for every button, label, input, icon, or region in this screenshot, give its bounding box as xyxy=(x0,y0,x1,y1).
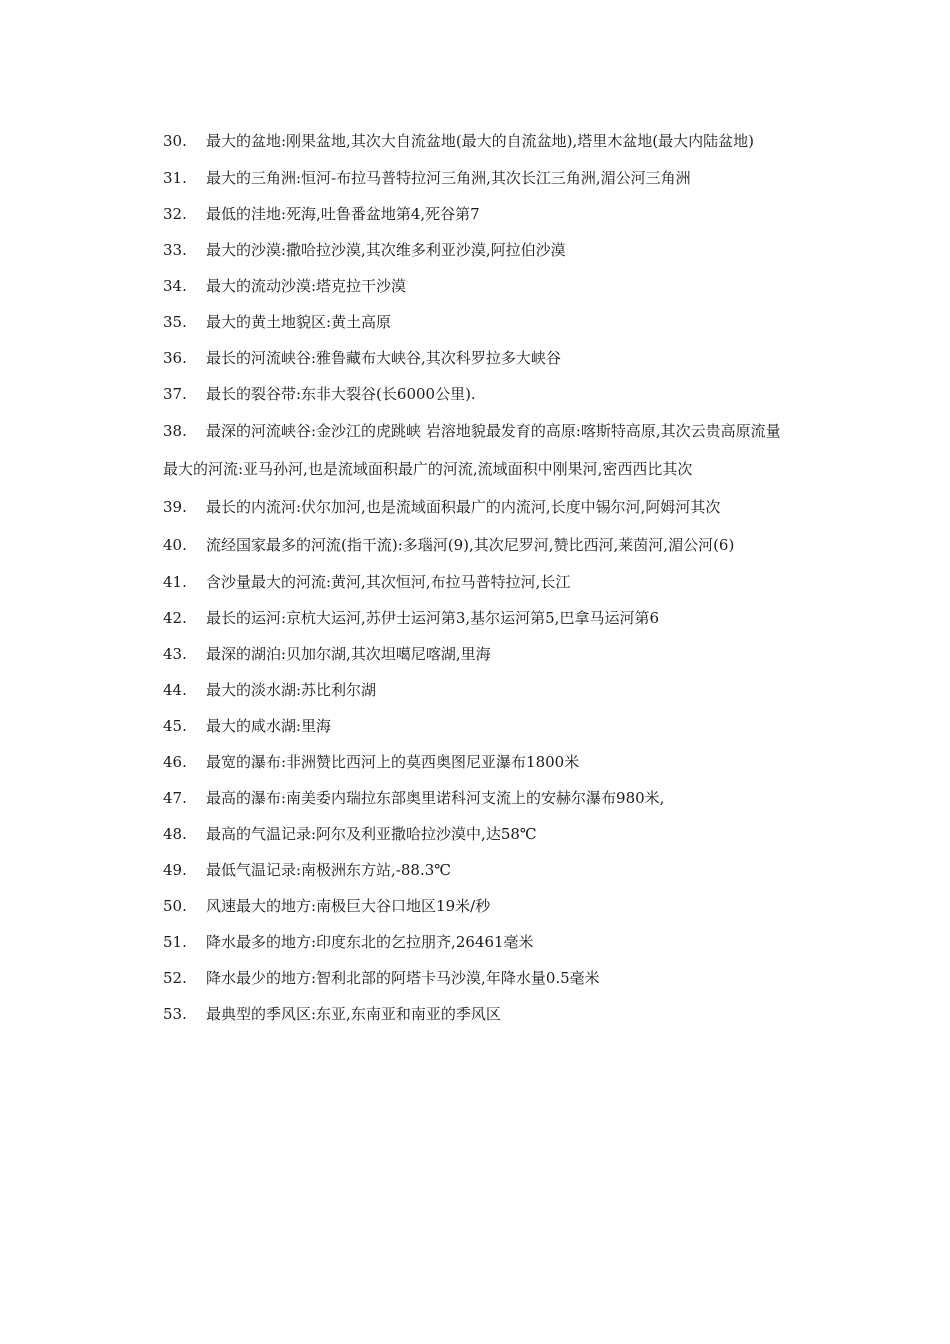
item-number: 36. xyxy=(163,349,187,367)
list-item xyxy=(163,412,793,488)
item-text: 最长的运河:京杭大运河,苏伊士运河第3,基尔运河第5,巴拿马运河第6 xyxy=(206,609,659,627)
list-item xyxy=(163,304,793,340)
list-item xyxy=(163,816,793,852)
list-item xyxy=(163,340,793,376)
list-item xyxy=(163,564,793,600)
item-number: 34. xyxy=(163,277,187,295)
item-number: 38. xyxy=(163,422,187,440)
item-text: 最深的河流峡谷:金沙江的虎跳峡 岩溶地貌最发育的高原:喀斯特高原,其次云贵高原流量最大的河流:亚马孙河,也是流域面积最广的河流,流域面积中刚果河,密西西比其次 xyxy=(163,422,781,478)
list-item xyxy=(163,636,793,672)
list-body xyxy=(163,122,793,1032)
item-number: 52. xyxy=(163,969,187,987)
item-number: 53. xyxy=(163,1005,187,1023)
list-item xyxy=(163,268,793,304)
list-item xyxy=(163,888,793,924)
list-item xyxy=(163,672,793,708)
item-text: 最大的流动沙漠:塔克拉干沙漠 xyxy=(206,277,407,295)
item-text: 最高的气温记录:阿尔及利亚撒哈拉沙漠中,达58℃ xyxy=(206,825,537,843)
list-item xyxy=(163,780,793,816)
item-text: 流经国家最多的河流(指干流):多瑙河(9),其次尼罗河,赞比西河,莱茵河,湄公河(6) xyxy=(206,536,735,554)
item-text: 最大的黄土地貌区:黄土高原 xyxy=(206,313,392,331)
list-item xyxy=(163,160,793,196)
item-number: 47. xyxy=(163,789,187,807)
item-number: 43. xyxy=(163,645,187,663)
item-text: 含沙量最大的河流:黄河,其次恒河,布拉马普特拉河,长江 xyxy=(206,573,571,591)
item-text: 最典型的季风区:东亚,东南亚和南亚的季风区 xyxy=(206,1005,501,1023)
item-text: 降水最多的地方:印度东北的乞拉朋齐,26461毫米 xyxy=(206,933,534,951)
item-text: 最高的瀑布:南美委内瑞拉东部奥里诺科河支流上的安赫尔瀑布980米, xyxy=(206,789,665,807)
item-number: 48. xyxy=(163,825,187,843)
item-number: 45. xyxy=(163,717,187,735)
item-number: 50. xyxy=(163,897,187,915)
list-item xyxy=(163,960,793,996)
item-number: 44. xyxy=(163,681,187,699)
item-number: 40. xyxy=(163,536,187,554)
item-text: 最长的内流河:伏尔加河,也是流域面积最广的内流河,长度中锡尔河,阿姆河其次 xyxy=(206,498,721,516)
list-item xyxy=(163,996,793,1032)
item-text: 最低的洼地:死海,吐鲁番盆地第4,死谷第7 xyxy=(206,205,480,223)
item-number: 51. xyxy=(163,933,187,951)
list-item xyxy=(163,122,793,160)
item-text: 最大的淡水湖:苏比利尔湖 xyxy=(206,681,377,699)
list-item xyxy=(163,600,793,636)
item-number: 35. xyxy=(163,313,187,331)
item-number: 49. xyxy=(163,861,187,879)
item-number: 39. xyxy=(163,498,187,516)
item-text: 最大的咸水湖:里海 xyxy=(206,717,332,735)
item-number: 42. xyxy=(163,609,187,627)
item-text: 最大的沙漠:撒哈拉沙漠,其次维多利亚沙漠,阿拉伯沙漠 xyxy=(206,241,566,259)
item-text: 最宽的瀑布:非洲赞比西河上的莫西奥图尼亚瀑布1800米 xyxy=(206,753,580,771)
item-text: 风速最大的地方:南极巨大谷口地区19米/秒 xyxy=(206,897,491,915)
item-number: 37. xyxy=(163,385,187,403)
item-text: 最大的三角洲:恒河-布拉马普特拉河三角洲,其次长江三角洲,湄公河三角洲 xyxy=(206,169,691,187)
list-item xyxy=(163,376,793,412)
item-text: 最深的湖泊:贝加尔湖,其次坦噶尼喀湖,里海 xyxy=(206,645,491,663)
list-item xyxy=(163,232,793,268)
item-text: 降水最少的地方:智利北部的阿塔卡马沙漠,年降水量0.5毫米 xyxy=(206,969,600,987)
item-number: 32. xyxy=(163,205,187,223)
list-item xyxy=(163,488,793,526)
list-item xyxy=(163,526,793,564)
list-item xyxy=(163,924,793,960)
item-number: 31. xyxy=(163,169,187,187)
item-text: 最长的河流峡谷:雅鲁藏布大峡谷,其次科罗拉多大峡谷 xyxy=(206,349,561,367)
item-number: 46. xyxy=(163,753,187,771)
item-number: 33. xyxy=(163,241,187,259)
item-text: 最低气温记录:南极洲东方站,-88.3℃ xyxy=(206,861,452,879)
item-number: 30. xyxy=(163,132,187,150)
list-item xyxy=(163,744,793,780)
list-item xyxy=(163,852,793,888)
item-text: 最长的裂谷带:东非大裂谷(长6000公里). xyxy=(206,385,476,403)
item-number: 41. xyxy=(163,573,187,591)
list-item xyxy=(163,196,793,232)
list-item xyxy=(163,708,793,744)
item-text: 最大的盆地:刚果盆地,其次大自流盆地(最大的自流盆地),塔里木盆地(最大内陆盆地) xyxy=(206,132,755,150)
